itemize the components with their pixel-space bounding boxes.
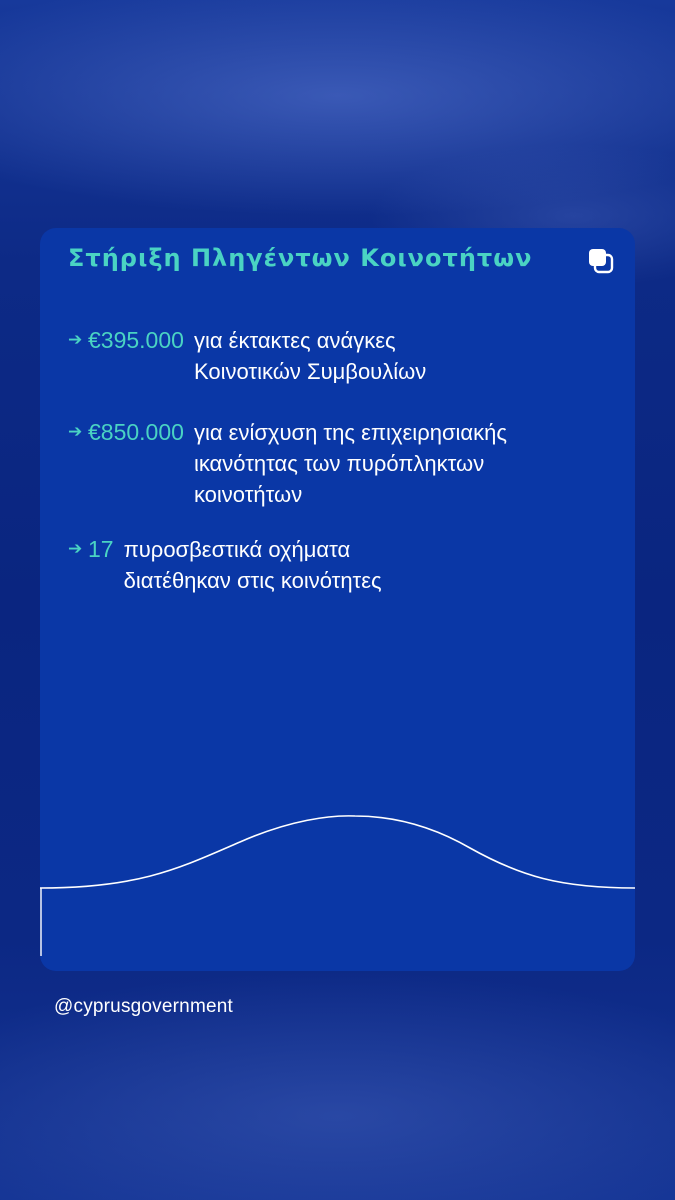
arrow-right-icon: ➔ bbox=[68, 539, 83, 559]
arrow-right-icon: ➔ bbox=[68, 330, 83, 350]
bullet-text-line: ικανότητας των πυρόπληκτων bbox=[193, 451, 485, 476]
bullet-value: €850.000 bbox=[88, 419, 184, 445]
bullet-text-line: κοινοτήτων bbox=[193, 482, 303, 507]
story-card bbox=[40, 228, 635, 971]
arrow-right-icon: ➔ bbox=[68, 422, 83, 442]
bullet-value: €395.000 bbox=[88, 327, 184, 353]
bullet-text-line: πυροσβεστικά οχήματα bbox=[123, 537, 351, 562]
bullet-text-line: Κοινοτικών Συμβουλίων bbox=[193, 359, 427, 384]
bullet-text-line: διατέθηκαν στις κοινότητες bbox=[123, 568, 382, 593]
bullet-text-line: για ενίσχυση της επιχειρησιακής bbox=[193, 420, 507, 445]
wave-decoration bbox=[40, 228, 635, 971]
bullet-value: 17 bbox=[88, 536, 114, 562]
account-handle[interactable]: @cyprusgovernment bbox=[54, 996, 233, 1017]
wave-line bbox=[40, 816, 635, 888]
bullet-text-line: για έκτακτες ανάγκες bbox=[193, 328, 396, 353]
card-title: Στήριξη Πληγέντων Κοινοτήτων bbox=[68, 244, 533, 272]
